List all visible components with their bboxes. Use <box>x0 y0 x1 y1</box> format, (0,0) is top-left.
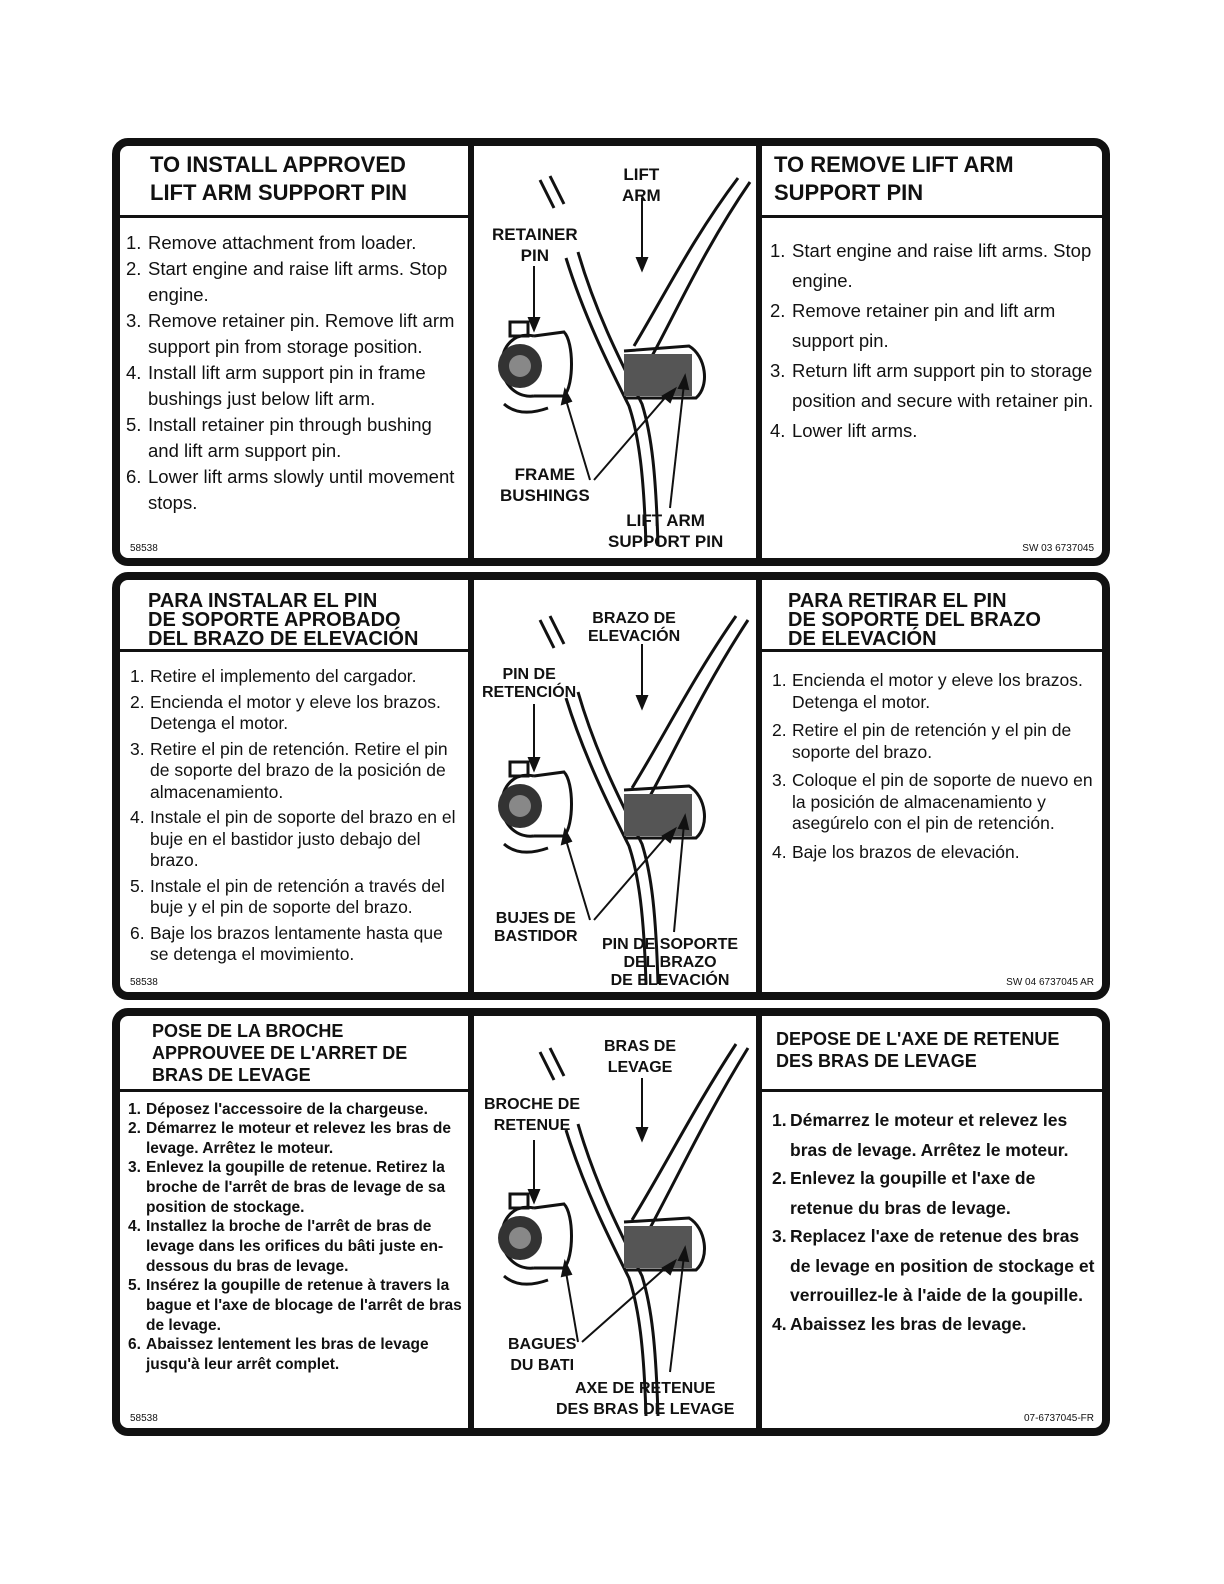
step: 3. Return lift arm support pin to storage position and secure with retainer pin. <box>770 360 1094 411</box>
step: 4. Lower lift arms. <box>770 420 918 441</box>
decal-english <box>112 138 1110 566</box>
step: 6. Lower lift arms slowly until movement stops. <box>126 466 455 513</box>
step: 2. Encienda el motor y eleve los brazos. Detenga el motor. <box>130 691 441 733</box>
step: 2. Start engine and raise lift arms. Stop engine. <box>126 258 448 305</box>
install-title: PARA INSTALAR EL PIN DE SOPORTE APROBADO DEL BRAZO DE ELEVACIÓN <box>120 580 468 652</box>
label-frame-bushings: FRAME BUSHINGS <box>500 465 590 505</box>
remove-panel <box>762 146 1102 558</box>
label-retainer-pin: RETAINER PIN <box>492 225 578 265</box>
diagram-panel <box>468 1016 762 1428</box>
part-code: 07-6737045-FR <box>1023 1413 1094 1424</box>
install-title: POSE DE LA BROCHE APPROUVEE DE L'ARRET DE BRAS DE LEVAGE <box>120 1016 468 1092</box>
step: 1. Déposez l'accessoire de la chargeuse. <box>128 1101 428 1118</box>
label-retainer-pin: PIN DE RETENCIÓN <box>482 666 577 701</box>
step: 5. Instale el pin de retención a través del buje y el pin de soporte del brazo. <box>130 875 445 917</box>
step: 4. Instale el pin de soporte del brazo en el buje en el bastidor justo debajo del brazo. <box>130 807 456 870</box>
remove-steps <box>772 1106 1100 1338</box>
step: 3. Retire el pin de retención. Retire el pin de soporte del brazo de la posición de almacenamiento. <box>130 738 448 802</box>
step: 2. Démarrez le moteur et relevez les bras de levage. Arrêtez le moteur. <box>128 1120 451 1157</box>
remove-panel <box>762 580 1102 992</box>
step: 4. Baje los brazos de elevación. <box>772 841 1020 862</box>
part-code: 58538 <box>130 543 158 554</box>
step: 6. Baje los brazos lentamente hasta que se detenga el movimiento. <box>130 922 443 964</box>
label-lift-arm: BRAS DE LEVAGE <box>604 1038 677 1076</box>
diagram-panel <box>468 580 762 992</box>
step: 1. Démarrez le moteur et relevez les bras de levage. Arrêtez le moteur. <box>772 1110 1069 1160</box>
step: 6. Abaissez lentement les bras de levage jusqu'à leur arrêt complet. <box>128 1336 429 1373</box>
step: 1. Start engine and raise lift arms. Stop engine. <box>770 240 1092 291</box>
step: 5. Insérez la goupille de retenue à travers la bague et l'axe de blocage de l'arrêt de bras de levage. <box>128 1277 462 1334</box>
install-panel <box>120 1016 468 1428</box>
install-panel <box>120 580 468 992</box>
remove-title: TO REMOVE LIFT ARM SUPPORT PIN <box>762 146 1102 218</box>
install-title: TO INSTALL APPROVED LIFT ARM SUPPORT PIN <box>120 146 468 218</box>
remove-title: PARA RETIRAR EL PIN DE SOPORTE DEL BRAZO DE ELEVACIÓN <box>762 580 1102 652</box>
step: 1. Remove attachment from loader. <box>126 232 417 253</box>
step: 4. Install lift arm support pin in frame bushings just below lift arm. <box>126 362 426 409</box>
label-support-pin: AXE DE RETENUE DES BRAS DE LEVAGE <box>556 1380 735 1418</box>
label-frame-bushings: BAGUES DU BATI <box>508 1336 577 1374</box>
step: 1. Retire el implemento del cargador. <box>130 666 417 686</box>
step: 3. Replacez l'axe de retenue des bras de levage en position de stockage et verrouillez-le à l'aide de la goupille. <box>772 1226 1095 1305</box>
install-steps <box>128 1100 466 1374</box>
install-panel <box>120 146 468 558</box>
part-code: SW 04 6737045 AR <box>1006 977 1094 988</box>
step: 3. Remove retainer pin. Remove lift arm support pin from storage position. <box>126 310 455 357</box>
part-code: 58538 <box>130 977 158 988</box>
label-support-pin: PIN DE SOPORTE DEL BRAZO DE ELEVACIÓN <box>602 936 739 989</box>
step: 4. Abaissez les bras de levage. <box>772 1313 1027 1334</box>
step: 2. Retire el pin de retención y el pin de soporte del brazo. <box>772 720 1072 762</box>
label-lift-arm: BRAZO DE ELEVACIÓN <box>588 610 681 645</box>
step: 1. Encienda el motor y eleve los brazos. Detenga el motor. <box>772 670 1083 712</box>
label-support-pin: LIFT ARM SUPPORT PIN <box>608 511 724 551</box>
label-lift-arm: LIFT ARM <box>622 165 661 205</box>
label-frame-bushings: BUJES DE BASTIDOR <box>494 910 578 945</box>
step: 2. Enlevez la goupille et l'axe de retenue du bras de levage. <box>772 1168 1036 1218</box>
step: 5. Install retainer pin through bushing and lift arm support pin. <box>126 414 432 461</box>
part-code: SW 03 6737045 <box>1022 543 1094 554</box>
decal-spanish <box>112 572 1110 1000</box>
step: 3. Coloque el pin de soporte de nuevo en la posición de almacenamiento y asegúrelo con el pin de retención. <box>772 770 1093 833</box>
step: 2. Remove retainer pin and lift arm support pin. <box>770 300 1056 351</box>
label-retainer-pin: BROCHE DE RETENUE <box>484 1096 581 1134</box>
install-steps <box>126 230 466 516</box>
remove-steps <box>770 236 1100 446</box>
remove-panel <box>762 1016 1102 1428</box>
diagram-panel <box>468 146 762 558</box>
step: 3. Enlevez la goupille de retenue. Retirez la broche de l'arrêt de bras de levage de sa position de stockage. <box>128 1159 446 1216</box>
install-steps <box>130 666 466 970</box>
decal-french <box>112 1008 1110 1436</box>
remove-steps <box>772 670 1100 870</box>
part-code: 58538 <box>130 1413 158 1424</box>
remove-title: DEPOSE DE L'AXE DE RETENUE DES BRAS DE LEVAGE <box>762 1016 1102 1092</box>
step: 4. Installez la broche de l'arrêt de bras de levage dans les orifices du bâti juste en-dessous du bras de levage. <box>128 1218 444 1275</box>
